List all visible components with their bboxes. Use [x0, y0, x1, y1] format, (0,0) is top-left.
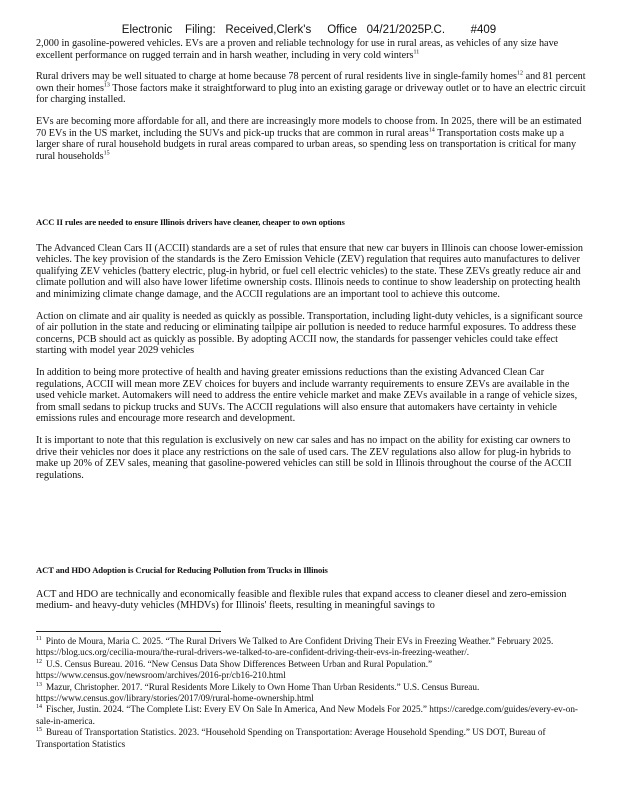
- paragraph-affordability: EVs are becoming more affordable for all, and there are increasingly more models to choose from. In 2025, there will be an estimated 70 EVs in the US market, including the SUVs and pick-up trucks that are common in rural areas$^{14}$ Transportation costs make up a larger share of rural household budgets in rural areas compared to urban areas, so spending less on transportation is critical for many rural households$^{15}$: [36, 115, 582, 162]
- paragraph-climate-action: Action on climate and air quality is needed as quickly as possible. Transportation, including light-duty vehicles, is a significant source of air pollution in the state and reducing or eliminating tailpipe air pollution is needed to reduce harmful exposures. To address these concerns, PCB should act as quickly as possible. By adopting ACCII now, the standards for passenger vehicles could take effect starting with model year 2029 vehicles: [36, 310, 583, 357]
- footnote-11: $^{11}$ Pinto de Moura, Maria C. 2025. “The Rural Drivers We Talked to Are Confident Driving Their EVs in Freezing Weather.” February 2025. https://blog.ucs.org/cecilia-moura/the-rural-drivers-we-talked-to-are-confident-driving-their-evs-in-freezing-weather/.: [36, 635, 554, 658]
- footnote-ref-12: 12: [517, 70, 524, 77]
- footnote-12: $^{12}$ U.S. Census Bureau. 2016. “New Census Data Show Differences Between Urban and Rural Population.” https://www.census.gov/newsroom/archives/2016-pr/cb16-210.html: [36, 658, 433, 681]
- section-accii: [36, 217, 586, 491]
- footnote-ref-15: 15: [103, 150, 110, 157]
- footnote-ref-11: 11: [413, 49, 420, 56]
- paragraph-act-hdo: ACT and HDO are technically and economically feasible and flexible rules that expand access to cleaner diesel and zero-emission medium- and heavy-duty vehicles (MHDVs) for Illinois' fleets, resulting in meaningful savings to: [36, 588, 567, 612]
- paragraph-home-charging: Rural drivers may be well situated to charge at home because 78 percent of rural residents live in single-family homes$^{12}$ and 81 percent own their homes$^{13}$ Those factors make it straightforward to plug into an existing garage or driveway outlet or to have an electric circuit for charging installed.: [36, 70, 586, 106]
- heading-act-hdo: ACT and HDO Adoption is Crucial for Reducing Pollution from Trucks in Illinois: [36, 565, 328, 575]
- footnote-15: $^{15}$ Bureau of Transportation Statistics. 2023. “Household Spending on Transportation: Average Household Spending.” US DOT, Bureau of Transportation Statistics: [36, 727, 546, 749]
- paragraph-accii-overview: The Advanced Clean Cars II (ACCII) standards are a set of rules that ensure that new car buyers in Illinois can choose lower-emission vehicles. The key provision of the standards is the Zero Emission Vehicle (ZEV) regulation that requires auto manufactures to deliver qualifying ZEV vehicles (battery electric, plug-in hybrid, or fuel cell electric vehicles) to the state. These ZEVs greatly reduce air and climate pollution and will also have lower lifetime ownership costs. Illinois needs to continue to show leadership on protecting health and minimizing climate change damage, and the ACCII regulations are an important tool to achieve this outcome.: [36, 242, 583, 300]
- footnote-ref-13: 13: [103, 82, 110, 89]
- footnotes: [36, 636, 592, 750]
- body-text: [36, 38, 586, 172]
- footnote-divider: [36, 631, 221, 632]
- paragraph-new-car-sales: It is important to note that this regulation is exclusively on new car sales and has no impact on the ability for existing car owners to drive their vehicles nor does it place any restrictions on the sale of used cars. The ZEV regulations also allow for plug-in hybrids to make up 20% of ZEV sales, meaning that gasoline-powered vehicles can still be sold in Illinois throughout the course of the ACCII regulations.: [36, 434, 572, 481]
- heading-accii: ACC II rules are needed to ensure Illinois drivers have cleaner, cheaper to own options: [36, 217, 345, 227]
- footnote-ref-14: 14: [428, 127, 435, 134]
- footnote-14: $^{14}$ Fischer, Justin. 2024. “The Complete List: Every EV On Sale In America, And New Models For 2025.” https://caredge.com/guides/every-ev-on-sale-in-america.: [36, 704, 578, 726]
- filing-header: Electronic Filing: Received,Clerk's Office 04/21/2025P.C. #409: [121, 24, 497, 36]
- paragraph-zev-choices: In addition to being more protective of health and having greater emissions reductions than the existing Advanced Clean Car regulations, ACCII will mean more ZEV choices for buyers and include warranty requirements to ensure ZEVs are available in the used vehicle market. Automakers will need to address the entire vehicle market and make ZEVs available in a range of vehicle sizes, from small sedans to pickup trucks and SUVs. The ACCII regulations will also ensure that automakers have certainty in vehicle emissions rules and encourage more research and development.: [36, 366, 578, 425]
- paragraph-rural-evs: 2,000 in gasoline-powered vehicles. EVs are a proven and reliable technology for use in rural areas, as vehicles of any size have excellent performance on rugged terrain and in harsh weather, including in very cold winters$^{11}$: [36, 38, 559, 61]
- footnote-13: $^{13}$ Mazur, Christopher. 2017. “Rural Residents More Likely to Own Home Than Urban Residents.” U.S. Census Bureau. https://www.census.gov/library/stories/2017/09/rural-home-ownership.html: [36, 681, 480, 704]
- section-act-hdo: [36, 565, 586, 622]
